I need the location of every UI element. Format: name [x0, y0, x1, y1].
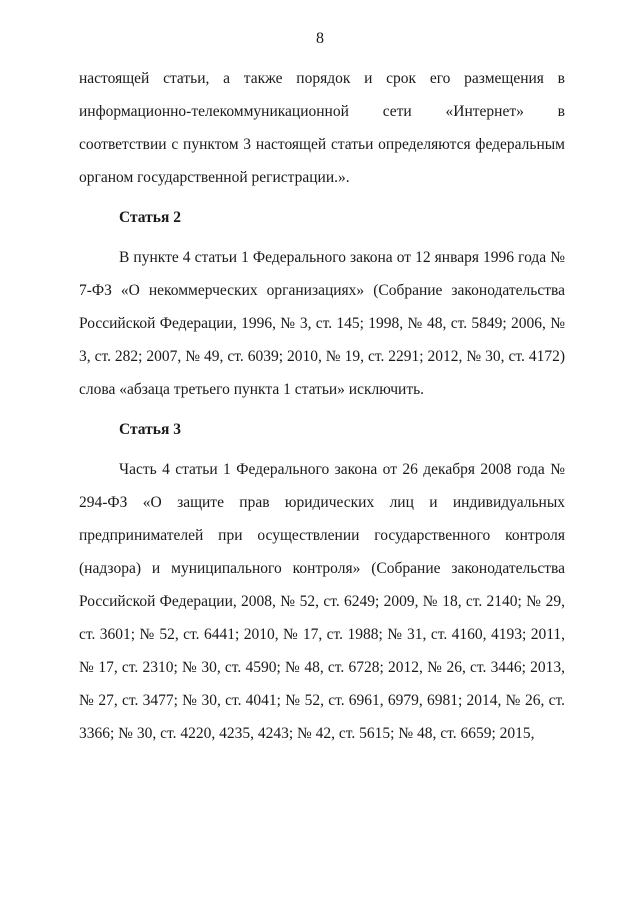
- spacer: [79, 194, 565, 201]
- spacer: [79, 446, 565, 453]
- article-2-paragraph: В пункте 4 статьи 1 Федерального закона от 12 января 1996 года № 7-ФЗ «О некоммерческих организациях» (Собрание законодательства Российской Федерации, 1996, № 3, ст. 145; 1998, № 48, ст. 5849; 2006, № 3, ст. 282; 2007, № 49, ст. 6039; 2010, № 19, ст. 2291; 2012, № 30, ст. 4172) слова «абзаца третьего пункта 1 статьи» исключить.: [79, 249, 565, 398]
- intro-paragraph: настоящей статьи, а также порядок и срок его размещения в информационно-телекоммуникационной сети «Интернет» в соответствии с пунктом 3 настоящей статьи определяются федеральным органом государственной регистрации.».: [79, 70, 565, 186]
- spacer: [79, 234, 565, 241]
- page-number: 8: [316, 30, 324, 47]
- article-3-heading: Статья 3: [119, 421, 181, 438]
- document-body: [79, 62, 565, 750]
- article-3-paragraph: Часть 4 статьи 1 Федерального закона от 26 декабря 2008 года № 294-ФЗ «О защите прав юридических лиц и индивидуальных предпринимателей при осуществлении государственного контроля (надзора) и муниципального контроля» (Собрание законодательства Российской Федерации, 2008, № 52, ст. 6249; 2009, № 18, ст. 2140; № 29, ст. 3601; № 52, ст. 6441; 2010, № 17, ст. 1988; № 31, ст. 4160, 4193; 2011, № 17, ст. 2310; № 30, ст. 4590; № 48, ст. 6728; 2012, № 26, ст. 3446; 2013, № 27, ст. 3477; № 30, ст. 4041; № 52, ст. 6961, 6979, 6981; 2014, № 26, ст. 3366; № 30, ст. 4220, 4235, 4243; № 42, ст. 5615; № 48, ст. 6659; 2015,: [79, 461, 565, 742]
- article-2-heading: Статья 2: [119, 209, 181, 226]
- spacer: [79, 406, 565, 413]
